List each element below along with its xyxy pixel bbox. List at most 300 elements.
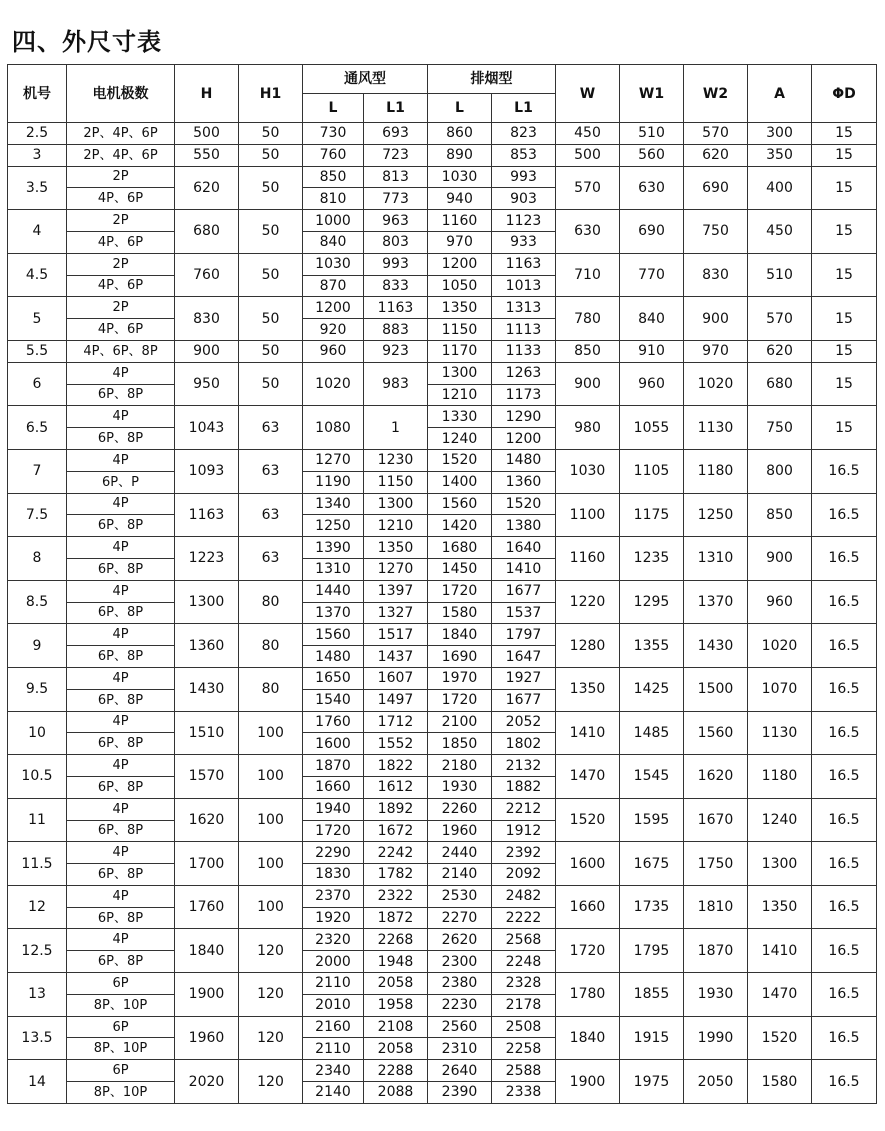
w2-cell: 1810 xyxy=(684,885,748,929)
a-cell: 900 xyxy=(748,537,812,581)
w1-cell: 1795 xyxy=(620,929,684,973)
vent-l-cell: 730 xyxy=(303,123,364,145)
vent-l1-cell: 773 xyxy=(364,188,428,210)
vent-l-cell: 920 xyxy=(303,319,364,341)
smoke-l-cell: 1210 xyxy=(428,384,492,406)
vent-l-cell: 1200 xyxy=(303,297,364,319)
w-cell: 1350 xyxy=(556,667,620,711)
smoke-l-cell: 2380 xyxy=(428,973,492,995)
smoke-l-cell: 1050 xyxy=(428,275,492,297)
vent-l-cell: 1020 xyxy=(303,362,364,406)
motor-poles-cell: 6P、8P xyxy=(67,384,175,406)
h-cell: 1223 xyxy=(175,537,239,581)
phi-d-cell: 16.5 xyxy=(812,1060,877,1104)
vent-l-cell: 2320 xyxy=(303,929,364,951)
vent-l1-cell: 1552 xyxy=(364,733,428,755)
table-row xyxy=(8,340,877,362)
vent-l1-cell: 803 xyxy=(364,231,428,253)
vent-l1-cell: 923 xyxy=(364,340,428,362)
phi-d-cell: 16.5 xyxy=(812,885,877,929)
h-cell: 1300 xyxy=(175,580,239,624)
w1-cell: 1175 xyxy=(620,493,684,537)
a-cell: 400 xyxy=(748,166,812,210)
h1-cell: 50 xyxy=(239,144,303,166)
motor-poles-cell: 6P、8P xyxy=(67,602,175,624)
smoke-l1-cell: 1912 xyxy=(492,820,556,842)
h-cell: 1043 xyxy=(175,406,239,450)
a-cell: 1070 xyxy=(748,667,812,711)
a-cell: 850 xyxy=(748,493,812,537)
motor-poles-cell: 4P、6P xyxy=(67,188,175,210)
model-no-cell: 7 xyxy=(8,449,67,493)
smoke-l-cell: 1720 xyxy=(428,580,492,602)
header-vent-l: L xyxy=(303,94,364,123)
phi-d-cell: 16.5 xyxy=(812,711,877,755)
w1-cell: 1105 xyxy=(620,449,684,493)
w1-cell: 840 xyxy=(620,297,684,341)
table-row xyxy=(8,1016,877,1038)
h1-cell: 50 xyxy=(239,340,303,362)
smoke-l1-cell: 1520 xyxy=(492,493,556,515)
smoke-l-cell: 1330 xyxy=(428,406,492,428)
w2-cell: 1180 xyxy=(684,449,748,493)
phi-d-cell: 16.5 xyxy=(812,624,877,668)
a-cell: 510 xyxy=(748,253,812,297)
a-cell: 1180 xyxy=(748,755,812,799)
header-model-no: 机号 xyxy=(8,65,67,123)
phi-d-cell: 15 xyxy=(812,123,877,145)
w1-cell: 1355 xyxy=(620,624,684,668)
smoke-l1-cell: 2338 xyxy=(492,1082,556,1104)
vent-l1-cell: 1607 xyxy=(364,667,428,689)
motor-poles-cell: 6P xyxy=(67,1060,175,1082)
phi-d-cell: 16.5 xyxy=(812,449,877,493)
smoke-l-cell: 860 xyxy=(428,123,492,145)
header-h1: H1 xyxy=(239,65,303,123)
smoke-l1-cell: 1173 xyxy=(492,384,556,406)
vent-l-cell: 1720 xyxy=(303,820,364,842)
vent-l-cell: 1190 xyxy=(303,471,364,493)
table-row xyxy=(8,297,877,319)
smoke-l-cell: 1930 xyxy=(428,776,492,798)
header-phi-d: ΦD xyxy=(812,65,877,123)
table-row xyxy=(8,166,877,188)
smoke-l1-cell: 2328 xyxy=(492,973,556,995)
vent-l1-cell: 983 xyxy=(364,362,428,406)
smoke-l-cell: 970 xyxy=(428,231,492,253)
smoke-l1-cell: 2392 xyxy=(492,842,556,864)
smoke-l1-cell: 2092 xyxy=(492,864,556,886)
table-header xyxy=(8,65,877,123)
h1-cell: 80 xyxy=(239,624,303,668)
smoke-l1-cell: 1133 xyxy=(492,340,556,362)
smoke-l1-cell: 2508 xyxy=(492,1016,556,1038)
phi-d-cell: 16.5 xyxy=(812,842,877,886)
a-cell: 1240 xyxy=(748,798,812,842)
motor-poles-cell: 2P xyxy=(67,253,175,275)
w1-cell: 1055 xyxy=(620,406,684,450)
smoke-l-cell: 1680 xyxy=(428,537,492,559)
w2-cell: 1310 xyxy=(684,537,748,581)
motor-poles-cell: 2P、4P、6P xyxy=(67,123,175,145)
w-cell: 1780 xyxy=(556,973,620,1017)
a-cell: 620 xyxy=(748,340,812,362)
vent-l1-cell: 2108 xyxy=(364,1016,428,1038)
w1-cell: 510 xyxy=(620,123,684,145)
smoke-l1-cell: 1113 xyxy=(492,319,556,341)
motor-poles-cell: 4P xyxy=(67,711,175,733)
model-no-cell: 2.5 xyxy=(8,123,67,145)
smoke-l-cell: 2530 xyxy=(428,885,492,907)
vent-l1-cell: 1672 xyxy=(364,820,428,842)
vent-l1-cell: 1 xyxy=(364,406,428,450)
header-vent-l1: L1 xyxy=(364,94,428,123)
table-row xyxy=(8,842,877,864)
phi-d-cell: 16.5 xyxy=(812,973,877,1017)
table-row xyxy=(8,885,877,907)
smoke-l-cell: 1560 xyxy=(428,493,492,515)
table-row xyxy=(8,362,877,384)
model-no-cell: 8.5 xyxy=(8,580,67,624)
w-cell: 780 xyxy=(556,297,620,341)
vent-l1-cell: 2242 xyxy=(364,842,428,864)
vent-l1-cell: 1300 xyxy=(364,493,428,515)
model-no-cell: 9 xyxy=(8,624,67,668)
model-no-cell: 12 xyxy=(8,885,67,929)
model-no-cell: 7.5 xyxy=(8,493,67,537)
vent-l-cell: 760 xyxy=(303,144,364,166)
w-cell: 1660 xyxy=(556,885,620,929)
vent-l1-cell: 1350 xyxy=(364,537,428,559)
w-cell: 1280 xyxy=(556,624,620,668)
w-cell: 570 xyxy=(556,166,620,210)
h1-cell: 80 xyxy=(239,667,303,711)
w2-cell: 1750 xyxy=(684,842,748,886)
w-cell: 1220 xyxy=(556,580,620,624)
w1-cell: 690 xyxy=(620,210,684,254)
h1-cell: 100 xyxy=(239,711,303,755)
w-cell: 850 xyxy=(556,340,620,362)
vent-l-cell: 1270 xyxy=(303,449,364,471)
w-cell: 450 xyxy=(556,123,620,145)
smoke-l-cell: 1300 xyxy=(428,362,492,384)
h-cell: 1360 xyxy=(175,624,239,668)
header-vent-type: 通风型 xyxy=(303,65,428,94)
smoke-l1-cell: 1802 xyxy=(492,733,556,755)
smoke-l1-cell: 1290 xyxy=(492,406,556,428)
phi-d-cell: 16.5 xyxy=(812,798,877,842)
dimension-table xyxy=(7,64,877,1104)
w2-cell: 1560 xyxy=(684,711,748,755)
smoke-l-cell: 1200 xyxy=(428,253,492,275)
smoke-l1-cell: 2052 xyxy=(492,711,556,733)
vent-l-cell: 1370 xyxy=(303,602,364,624)
smoke-l-cell: 2560 xyxy=(428,1016,492,1038)
smoke-l-cell: 1150 xyxy=(428,319,492,341)
vent-l-cell: 2370 xyxy=(303,885,364,907)
vent-l-cell: 2140 xyxy=(303,1082,364,1104)
vent-l-cell: 2110 xyxy=(303,973,364,995)
vent-l-cell: 840 xyxy=(303,231,364,253)
w2-cell: 970 xyxy=(684,340,748,362)
vent-l1-cell: 883 xyxy=(364,319,428,341)
table-row xyxy=(8,449,877,471)
a-cell: 1300 xyxy=(748,842,812,886)
motor-poles-cell: 4P、6P、8P xyxy=(67,340,175,362)
vent-l1-cell: 1517 xyxy=(364,624,428,646)
motor-poles-cell: 4P xyxy=(67,580,175,602)
model-no-cell: 4 xyxy=(8,210,67,254)
w-cell: 1100 xyxy=(556,493,620,537)
smoke-l1-cell: 823 xyxy=(492,123,556,145)
w-cell: 1720 xyxy=(556,929,620,973)
a-cell: 350 xyxy=(748,144,812,166)
table-row xyxy=(8,406,877,428)
w-cell: 900 xyxy=(556,362,620,406)
vent-l1-cell: 1782 xyxy=(364,864,428,886)
smoke-l1-cell: 1537 xyxy=(492,602,556,624)
vent-l1-cell: 1948 xyxy=(364,951,428,973)
w1-cell: 1295 xyxy=(620,580,684,624)
vent-l-cell: 850 xyxy=(303,166,364,188)
w-cell: 1470 xyxy=(556,755,620,799)
vent-l1-cell: 2058 xyxy=(364,1038,428,1060)
motor-poles-cell: 6P、8P xyxy=(67,646,175,668)
w1-cell: 1675 xyxy=(620,842,684,886)
w2-cell: 830 xyxy=(684,253,748,297)
vent-l-cell: 870 xyxy=(303,275,364,297)
h1-cell: 100 xyxy=(239,798,303,842)
h1-cell: 120 xyxy=(239,1016,303,1060)
smoke-l1-cell: 1927 xyxy=(492,667,556,689)
h-cell: 1430 xyxy=(175,667,239,711)
smoke-l1-cell: 1797 xyxy=(492,624,556,646)
header-h: H xyxy=(175,65,239,123)
vent-l1-cell: 2322 xyxy=(364,885,428,907)
vent-l-cell: 1000 xyxy=(303,210,364,232)
vent-l-cell: 1250 xyxy=(303,515,364,537)
vent-l1-cell: 2088 xyxy=(364,1082,428,1104)
smoke-l-cell: 2260 xyxy=(428,798,492,820)
h1-cell: 100 xyxy=(239,842,303,886)
model-no-cell: 11.5 xyxy=(8,842,67,886)
vent-l1-cell: 813 xyxy=(364,166,428,188)
w-cell: 1160 xyxy=(556,537,620,581)
table-row xyxy=(8,973,877,995)
motor-poles-cell: 4P xyxy=(67,624,175,646)
smoke-l-cell: 890 xyxy=(428,144,492,166)
w1-cell: 910 xyxy=(620,340,684,362)
header-w: W xyxy=(556,65,620,123)
header-smoke-l: L xyxy=(428,94,492,123)
h-cell: 1510 xyxy=(175,711,239,755)
w2-cell: 1020 xyxy=(684,362,748,406)
header-smoke-l1: L1 xyxy=(492,94,556,123)
smoke-l-cell: 1170 xyxy=(428,340,492,362)
vent-l-cell: 1760 xyxy=(303,711,364,733)
a-cell: 1130 xyxy=(748,711,812,755)
smoke-l1-cell: 1677 xyxy=(492,580,556,602)
a-cell: 1470 xyxy=(748,973,812,1017)
phi-d-cell: 16.5 xyxy=(812,929,877,973)
smoke-l-cell: 2230 xyxy=(428,994,492,1016)
model-no-cell: 13 xyxy=(8,973,67,1017)
phi-d-cell: 15 xyxy=(812,166,877,210)
h-cell: 900 xyxy=(175,340,239,362)
model-no-cell: 5 xyxy=(8,297,67,341)
smoke-l-cell: 1970 xyxy=(428,667,492,689)
motor-poles-cell: 6P、8P xyxy=(67,558,175,580)
h-cell: 760 xyxy=(175,253,239,297)
h1-cell: 63 xyxy=(239,449,303,493)
vent-l1-cell: 723 xyxy=(364,144,428,166)
h1-cell: 80 xyxy=(239,580,303,624)
smoke-l1-cell: 1640 xyxy=(492,537,556,559)
vent-l1-cell: 2058 xyxy=(364,973,428,995)
a-cell: 800 xyxy=(748,449,812,493)
smoke-l-cell: 2270 xyxy=(428,907,492,929)
motor-poles-cell: 4P、6P xyxy=(67,231,175,253)
table-row xyxy=(8,253,877,275)
model-no-cell: 8 xyxy=(8,537,67,581)
w-cell: 500 xyxy=(556,144,620,166)
vent-l-cell: 1560 xyxy=(303,624,364,646)
vent-l-cell: 1480 xyxy=(303,646,364,668)
motor-poles-cell: 6P xyxy=(67,1016,175,1038)
h1-cell: 120 xyxy=(239,973,303,1017)
smoke-l1-cell: 1882 xyxy=(492,776,556,798)
header-w2: W2 xyxy=(684,65,748,123)
w1-cell: 1975 xyxy=(620,1060,684,1104)
w2-cell: 1670 xyxy=(684,798,748,842)
phi-d-cell: 16.5 xyxy=(812,667,877,711)
w2-cell: 750 xyxy=(684,210,748,254)
vent-l1-cell: 2288 xyxy=(364,1060,428,1082)
motor-poles-cell: 4P xyxy=(67,929,175,951)
w-cell: 630 xyxy=(556,210,620,254)
h1-cell: 120 xyxy=(239,1060,303,1104)
model-no-cell: 12.5 xyxy=(8,929,67,973)
smoke-l-cell: 2300 xyxy=(428,951,492,973)
w-cell: 1410 xyxy=(556,711,620,755)
vent-l1-cell: 693 xyxy=(364,123,428,145)
smoke-l1-cell: 1163 xyxy=(492,253,556,275)
w1-cell: 1855 xyxy=(620,973,684,1017)
vent-l-cell: 1440 xyxy=(303,580,364,602)
vent-l-cell: 1940 xyxy=(303,798,364,820)
a-cell: 960 xyxy=(748,580,812,624)
phi-d-cell: 15 xyxy=(812,144,877,166)
model-no-cell: 9.5 xyxy=(8,667,67,711)
h1-cell: 50 xyxy=(239,253,303,297)
smoke-l1-cell: 1380 xyxy=(492,515,556,537)
w2-cell: 620 xyxy=(684,144,748,166)
h1-cell: 120 xyxy=(239,929,303,973)
motor-poles-cell: 6P、8P xyxy=(67,515,175,537)
model-no-cell: 13.5 xyxy=(8,1016,67,1060)
phi-d-cell: 15 xyxy=(812,406,877,450)
w2-cell: 1430 xyxy=(684,624,748,668)
table-row xyxy=(8,755,877,777)
w1-cell: 1545 xyxy=(620,755,684,799)
smoke-l1-cell: 853 xyxy=(492,144,556,166)
smoke-l-cell: 2180 xyxy=(428,755,492,777)
a-cell: 300 xyxy=(748,123,812,145)
vent-l1-cell: 1327 xyxy=(364,602,428,624)
motor-poles-cell: 4P xyxy=(67,842,175,864)
w-cell: 1600 xyxy=(556,842,620,886)
smoke-l-cell: 1960 xyxy=(428,820,492,842)
model-no-cell: 11 xyxy=(8,798,67,842)
vent-l-cell: 1080 xyxy=(303,406,364,450)
table-row xyxy=(8,144,877,166)
a-cell: 1350 xyxy=(748,885,812,929)
phi-d-cell: 16.5 xyxy=(812,580,877,624)
smoke-l1-cell: 1360 xyxy=(492,471,556,493)
model-no-cell: 3 xyxy=(8,144,67,166)
smoke-l1-cell: 1263 xyxy=(492,362,556,384)
smoke-l1-cell: 1410 xyxy=(492,558,556,580)
w1-cell: 1235 xyxy=(620,537,684,581)
h-cell: 620 xyxy=(175,166,239,210)
smoke-l1-cell: 1480 xyxy=(492,449,556,471)
vent-l-cell: 960 xyxy=(303,340,364,362)
motor-poles-cell: 4P xyxy=(67,493,175,515)
vent-l-cell: 2010 xyxy=(303,994,364,1016)
smoke-l-cell: 1400 xyxy=(428,471,492,493)
model-no-cell: 6 xyxy=(8,362,67,406)
h1-cell: 63 xyxy=(239,493,303,537)
vent-l1-cell: 833 xyxy=(364,275,428,297)
h-cell: 1840 xyxy=(175,929,239,973)
h1-cell: 100 xyxy=(239,885,303,929)
motor-poles-cell: 6P xyxy=(67,973,175,995)
h-cell: 500 xyxy=(175,123,239,145)
h-cell: 680 xyxy=(175,210,239,254)
w2-cell: 1990 xyxy=(684,1016,748,1060)
w-cell: 710 xyxy=(556,253,620,297)
motor-poles-cell: 6P、8P xyxy=(67,689,175,711)
w1-cell: 1425 xyxy=(620,667,684,711)
motor-poles-cell: 4P xyxy=(67,406,175,428)
model-no-cell: 10 xyxy=(8,711,67,755)
smoke-l-cell: 1420 xyxy=(428,515,492,537)
phi-d-cell: 16.5 xyxy=(812,1016,877,1060)
h-cell: 950 xyxy=(175,362,239,406)
vent-l1-cell: 1150 xyxy=(364,471,428,493)
motor-poles-cell: 8P、10P xyxy=(67,1082,175,1104)
smoke-l1-cell: 2248 xyxy=(492,951,556,973)
w1-cell: 1735 xyxy=(620,885,684,929)
vent-l-cell: 2000 xyxy=(303,951,364,973)
vent-l1-cell: 1872 xyxy=(364,907,428,929)
vent-l-cell: 2290 xyxy=(303,842,364,864)
h-cell: 1570 xyxy=(175,755,239,799)
w2-cell: 1620 xyxy=(684,755,748,799)
smoke-l-cell: 2100 xyxy=(428,711,492,733)
h-cell: 1620 xyxy=(175,798,239,842)
w-cell: 980 xyxy=(556,406,620,450)
h-cell: 1760 xyxy=(175,885,239,929)
smoke-l-cell: 1030 xyxy=(428,166,492,188)
motor-poles-cell: 4P、6P xyxy=(67,319,175,341)
vent-l-cell: 1660 xyxy=(303,776,364,798)
h1-cell: 63 xyxy=(239,406,303,450)
motor-poles-cell: 6P、8P xyxy=(67,820,175,842)
vent-l-cell: 2160 xyxy=(303,1016,364,1038)
w2-cell: 1130 xyxy=(684,406,748,450)
motor-poles-cell: 6P、8P xyxy=(67,951,175,973)
